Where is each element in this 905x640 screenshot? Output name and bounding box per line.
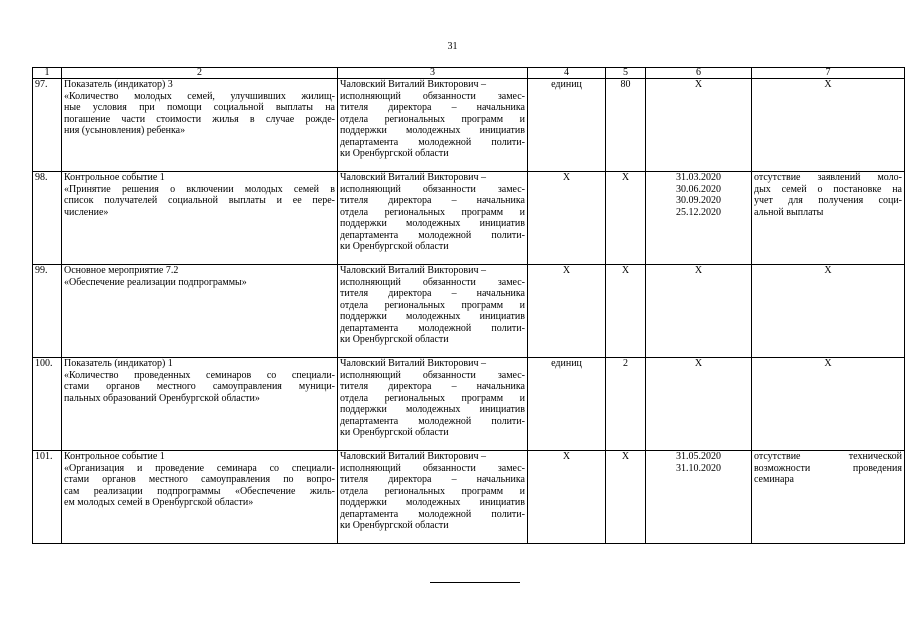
responsible-line: Чаловский Виталий Викторович –	[340, 451, 487, 462]
responsible-line: отдела региональных программ и	[340, 206, 525, 218]
risk-line: возможности проведения	[754, 462, 902, 474]
risk-line: учет для получения соци-	[754, 195, 902, 206]
responsible-cell	[338, 79, 528, 172]
responsible-line: исполняющий обязанности замес-	[340, 369, 525, 381]
responsible-line: тителя директора – начальника	[340, 288, 525, 299]
header-cell: 4	[528, 68, 606, 79]
target-value: Х	[621, 172, 630, 183]
item-name-cell	[62, 172, 338, 265]
target-value: 2	[623, 358, 628, 369]
responsible-line: поддержки молодежных инициатив	[340, 404, 525, 415]
responsible-line: департамента молодежной полити-	[340, 322, 525, 334]
deadline-value: Х	[694, 79, 703, 90]
risk-cell	[752, 172, 905, 265]
value-cell	[606, 172, 646, 265]
responsible-line: департамента молодежной полити-	[340, 136, 525, 148]
value-cell	[606, 451, 646, 544]
header-cell: 2	[62, 68, 338, 79]
unit-cell	[528, 265, 606, 358]
deadline-value: 31.10.2020	[676, 462, 721, 474]
responsible-line: поддержки молодежных инициатив	[340, 125, 525, 136]
row-number-cell	[33, 172, 62, 265]
item-title: Показатель (индикатор) 1	[64, 358, 173, 369]
responsible-cell	[338, 172, 528, 265]
item-description-line: пальных образований Оренбургской области»	[64, 392, 260, 404]
responsible-line: исполняющий обязанности замес-	[340, 90, 525, 102]
target-value: Х	[621, 451, 630, 462]
header-row	[33, 68, 905, 79]
plan-table	[32, 67, 905, 544]
row-number: 98.	[35, 172, 48, 183]
table-row	[33, 79, 905, 172]
responsible-cell	[338, 451, 528, 544]
item-name-cell	[62, 265, 338, 358]
unit-cell	[528, 172, 606, 265]
item-description-line: ния (усыновления) ребенка»	[64, 125, 186, 136]
item-name-cell	[62, 358, 338, 451]
row-number: 100.	[35, 358, 53, 369]
table-row	[33, 172, 905, 265]
item-title: Основное мероприятие 7.2	[64, 265, 179, 276]
item-description-line: «Количество проведенных семинаров со специали-	[64, 369, 335, 381]
responsible-cell	[338, 265, 528, 358]
value-cell	[606, 79, 646, 172]
item-title: Контрольное событие 1	[64, 172, 165, 183]
risk-cell	[752, 79, 905, 172]
table-body	[33, 79, 905, 544]
deadline-value: 30.06.2020	[676, 183, 721, 195]
deadline-value: 30.09.2020	[676, 195, 721, 206]
item-title: Показатель (индикатор) 3	[64, 79, 173, 90]
risk-line: дых семей о постановке на	[754, 183, 902, 195]
deadline-cell	[646, 79, 752, 172]
responsible-line: департамента молодежной полити-	[340, 415, 525, 427]
responsible-line: Чаловский Виталий Викторович –	[340, 172, 487, 183]
header-cell: 1	[33, 68, 62, 79]
deadline-value: 25.12.2020	[676, 206, 721, 218]
risk-line: отсутствие заявлений моло-	[754, 172, 902, 183]
unit-value: единиц	[551, 79, 582, 90]
value-cell	[606, 358, 646, 451]
responsible-line: исполняющий обязанности замес-	[340, 183, 525, 195]
header-cell: 3	[338, 68, 528, 79]
deadline-cell	[646, 265, 752, 358]
item-description-line: стами органов местного самоуправления по вопро-	[64, 474, 335, 485]
responsible-line: Чаловский Виталий Викторович –	[340, 265, 487, 276]
header-cell: 5	[606, 68, 646, 79]
responsible-line: ки Оренбургской области	[340, 334, 449, 345]
table-row	[33, 451, 905, 544]
row-number-cell	[33, 79, 62, 172]
responsible-line: отдела региональных программ и	[340, 299, 525, 311]
item-description-line: ем молодых семей в Оренбургской области»	[64, 497, 254, 508]
page-number: 31	[447, 41, 458, 52]
risk-line: Х	[824, 265, 832, 276]
responsible-line: тителя директора – начальника	[340, 102, 525, 113]
unit-cell	[528, 79, 606, 172]
risk-line: альной выплаты	[754, 206, 824, 218]
responsible-line: департамента молодежной полити-	[340, 229, 525, 241]
item-name-cell	[62, 79, 338, 172]
item-description-line: погашение части стоимости жилья в случае рожде-	[64, 113, 335, 125]
item-description-line: ные условия при помощи социальной выплаты на	[64, 102, 335, 113]
responsible-line: ки Оренбургской области	[340, 148, 449, 159]
deadline-value: Х	[694, 358, 703, 369]
responsible-line: ки Оренбургской области	[340, 520, 449, 531]
item-description-line: «Количество молодых семей, улучшивших жилищ-	[64, 90, 335, 102]
deadline-value: Х	[694, 265, 703, 276]
item-description-line: числение»	[64, 206, 109, 218]
deadline-cell	[646, 172, 752, 265]
row-number-cell	[33, 358, 62, 451]
deadline-cell	[646, 451, 752, 544]
responsible-line: Чаловский Виталий Викторович –	[340, 358, 487, 369]
table-row	[33, 265, 905, 358]
item-description-line: «Организация и проведение семинара со специали-	[64, 462, 335, 474]
responsible-line: исполняющий обязанности замес-	[340, 462, 525, 474]
risk-cell	[752, 358, 905, 451]
risk-line: Х	[824, 79, 832, 90]
item-title: Контрольное событие 1	[64, 451, 165, 462]
item-name-cell	[62, 451, 338, 544]
deadline-cell	[646, 358, 752, 451]
responsible-line: тителя директора – начальника	[340, 474, 525, 485]
unit-value: Х	[562, 172, 571, 183]
risk-cell	[752, 451, 905, 544]
responsible-line: исполняющий обязанности замес-	[340, 276, 525, 288]
row-number: 99.	[35, 265, 48, 276]
risk-line: отсутствие технической	[754, 451, 902, 462]
risk-cell	[752, 265, 905, 358]
footer-divider	[430, 582, 520, 583]
item-description-line: список получателей социальной выплаты и ее пере-	[64, 195, 335, 206]
responsible-line: Чаловский Виталий Викторович –	[340, 79, 487, 90]
row-number: 97.	[35, 79, 48, 90]
responsible-line: отдела региональных программ и	[340, 392, 525, 404]
item-description-line: «Принятие решения о включении молодых семей в	[64, 183, 335, 195]
responsible-cell	[338, 358, 528, 451]
unit-cell	[528, 451, 606, 544]
responsible-line: отдела региональных программ и	[340, 113, 525, 125]
responsible-line: поддержки молодежных инициатив	[340, 218, 525, 229]
responsible-line: поддержки молодежных инициатив	[340, 311, 525, 322]
value-cell	[606, 265, 646, 358]
responsible-line: департамента молодежной полити-	[340, 508, 525, 520]
row-number-cell	[33, 451, 62, 544]
unit-value: единиц	[551, 358, 582, 369]
item-description-line: «Обеспечение реализации подпрограммы»	[64, 276, 247, 288]
risk-line: Х	[824, 358, 832, 369]
target-value: 80	[620, 79, 631, 90]
responsible-line: тителя директора – начальника	[340, 381, 525, 392]
target-value: Х	[621, 265, 630, 276]
responsible-line: ки Оренбургской области	[340, 427, 449, 438]
deadline-value: 31.03.2020	[676, 172, 721, 183]
header-cell: 6	[646, 68, 752, 79]
risk-line: семинара	[754, 474, 794, 485]
responsible-line: поддержки молодежных инициатив	[340, 497, 525, 508]
table-row	[33, 358, 905, 451]
header-cell: 7	[752, 68, 905, 79]
unit-value: Х	[562, 265, 571, 276]
deadline-value: 31.05.2020	[676, 451, 721, 462]
unit-value: Х	[562, 451, 571, 462]
responsible-line: тителя директора – начальника	[340, 195, 525, 206]
responsible-line: ки Оренбургской области	[340, 241, 449, 252]
row-number-cell	[33, 265, 62, 358]
item-description-line: стами органов местного самоуправления муници-	[64, 381, 335, 392]
row-number: 101.	[35, 451, 53, 462]
item-description-line: сам реализации подпрограммы «Обеспечение жиль-	[64, 485, 335, 497]
unit-cell	[528, 358, 606, 451]
responsible-line: отдела региональных программ и	[340, 485, 525, 497]
